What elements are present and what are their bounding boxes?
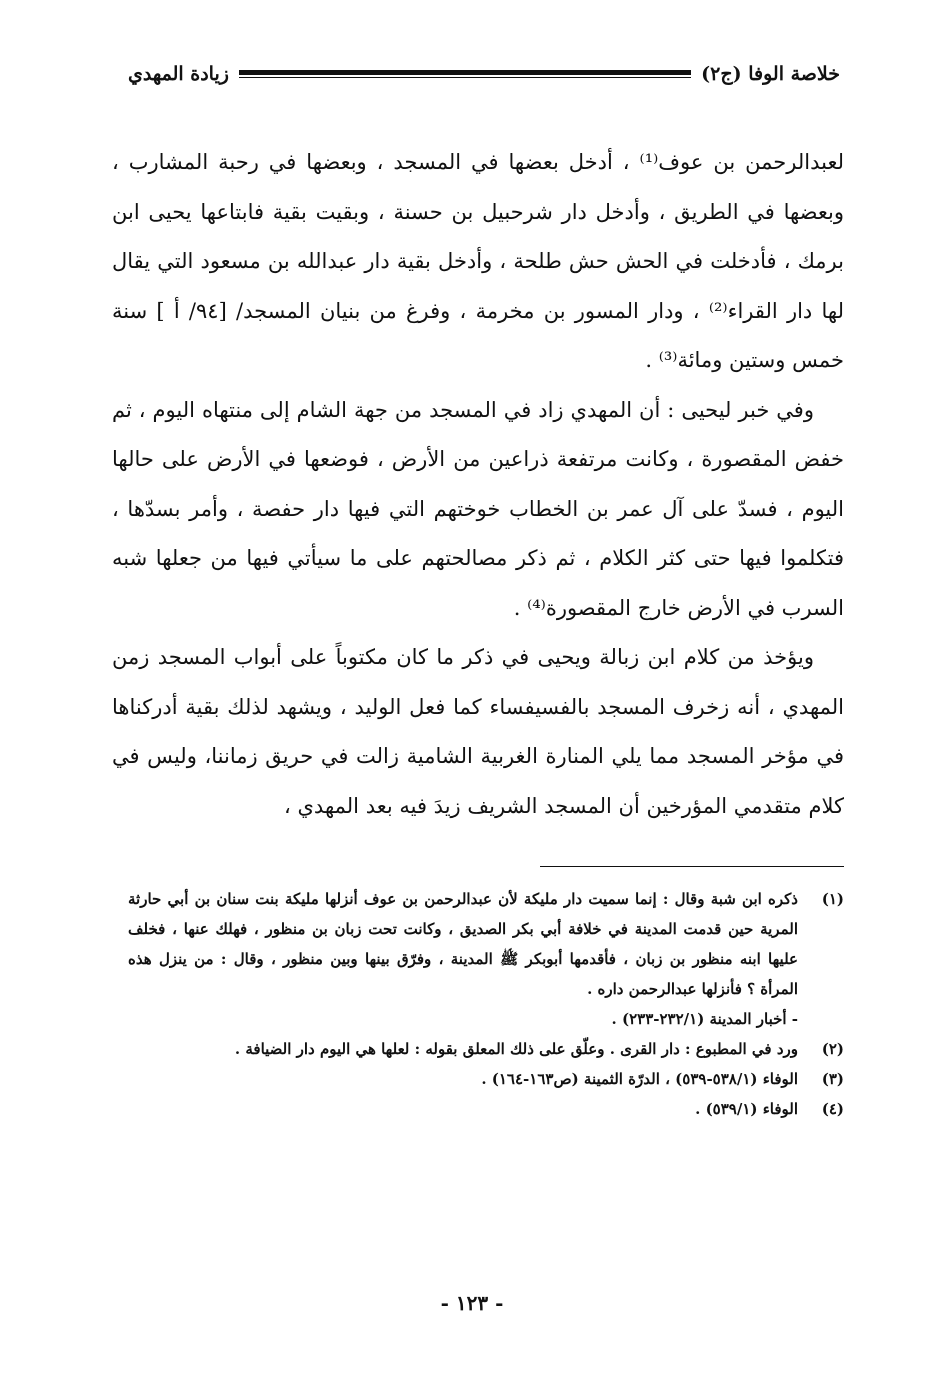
footnote-text: الوفاء (٥٣٩/١) . (695, 1100, 798, 1118)
paragraph-3: ويؤخذ من كلام ابن زبالة ويحيى في ذكر ما كان مكتوباً على أبواب المسجد زمن المهدي ، أنه زخرف المسجد بالفسيفساء كما فعل الوليد ، ويشهد لذلك بقية أدركناها في مؤخر المسجد مما يلي المنارة الغربية الشامية زالت في حريق زماننا، وليس في كلام متقدمي المؤرخين أن المسجد الشريف زيدَ فيه بعد المهدي ، (112, 645, 844, 818)
footnotes (128, 884, 844, 1124)
footnote-2 (128, 1034, 844, 1064)
footnote-number: (٢) (821, 1040, 844, 1058)
footnote-number: (٣) (821, 1070, 844, 1088)
footnote-number: (٤) (821, 1100, 844, 1118)
footnote-text: الوفاء (٥٣٨/١-٥٣٩) ، الدرّة الثمينة (ص١٦٣-١٦٤) . (481, 1070, 798, 1088)
footnote-text: ذكره ابن شبة وقال : إنما سميت دار مليكة لأن عبدالرحمن بن عوف أنزلها مليكة بنت سنان بن أبي حارثة المرية حين قدمت المدينة في خلافة أبي بكر الصديق ، وكانت تحت زبان بن منظور ، فهلك عنها ، فخلف عليها ابنه منظور بن زبان ، فأقدمها أبوبكر ﷺ المدينة ، وفرّق بينها وبين منظور ، وقال : من ينزل هذه المرأة ؟ فأنزلها عبدالرحمن داره . (128, 890, 798, 998)
footnote-1 (128, 884, 844, 1004)
header-chapter-title: زيادة المهدي (128, 63, 229, 85)
header-book-title: خلاصة الوفا (ج٢) (701, 63, 840, 85)
header-rule-thin (239, 77, 691, 78)
paragraph-1: لعبدالرحمن بن عوف⁽¹⁾ ، أدخل بعضها في المسجد ، وبعضها في رحبة المشارب ، وبعضها في الطريق ، وأدخل دار شرحبيل بن حسنة ، وبقيت بقية فابتاعها يحيى ابن برمك ، فأدخلت في الحش حش طلحة ، وأدخل بقية دار عبدالله بن مسعود التي يقال لها دار القراء⁽²⁾ ، ودار المسور بن مخرمة ، وفرغ من بنيان المسجد/ [٩٤/ أ ] سنة خمس وستين ومائة⁽³⁾ . (112, 150, 844, 372)
header-rule (239, 70, 691, 78)
header-rule-thick (239, 70, 691, 75)
footnote-3 (128, 1064, 844, 1094)
main-text (112, 138, 844, 831)
running-header (128, 54, 840, 94)
footnote-1-source: - أخبار المدينة (٢٣٢/١-٢٣٣) . (611, 1010, 798, 1028)
footnote-text: ورد في المطبوع : دار القرى . وعلّق على ذلك المعلق بقوله : لعلها هي اليوم دار الضيافة . (234, 1040, 798, 1058)
footnote-4 (128, 1094, 844, 1124)
footnote-number: (١) (821, 890, 844, 908)
page-number: - ١٢٣ - (440, 1291, 504, 1315)
paragraph-2: وفي خبر ليحيى : أن المهدي زاد في المسجد من جهة الشام إلى منتهاه اليوم ، ثم خفض المقصورة ، وكانت مرتفعة ذراعين من الأرض ، فوضعها في الأرض على حالها اليوم ، فسدّ على آل عمر بن الخطاب خوختهم التي فيها دار حفصة ، وأمر بسدّها ، فتكلموا فيها حتى كثر الكلام ، ثم ذكر مصالحتهم على ما سيأتي فيها من جعلها شبه السرب في الأرض خارج المقصورة⁽⁴⁾ . (112, 397, 844, 620)
footnote-separator (540, 866, 844, 867)
